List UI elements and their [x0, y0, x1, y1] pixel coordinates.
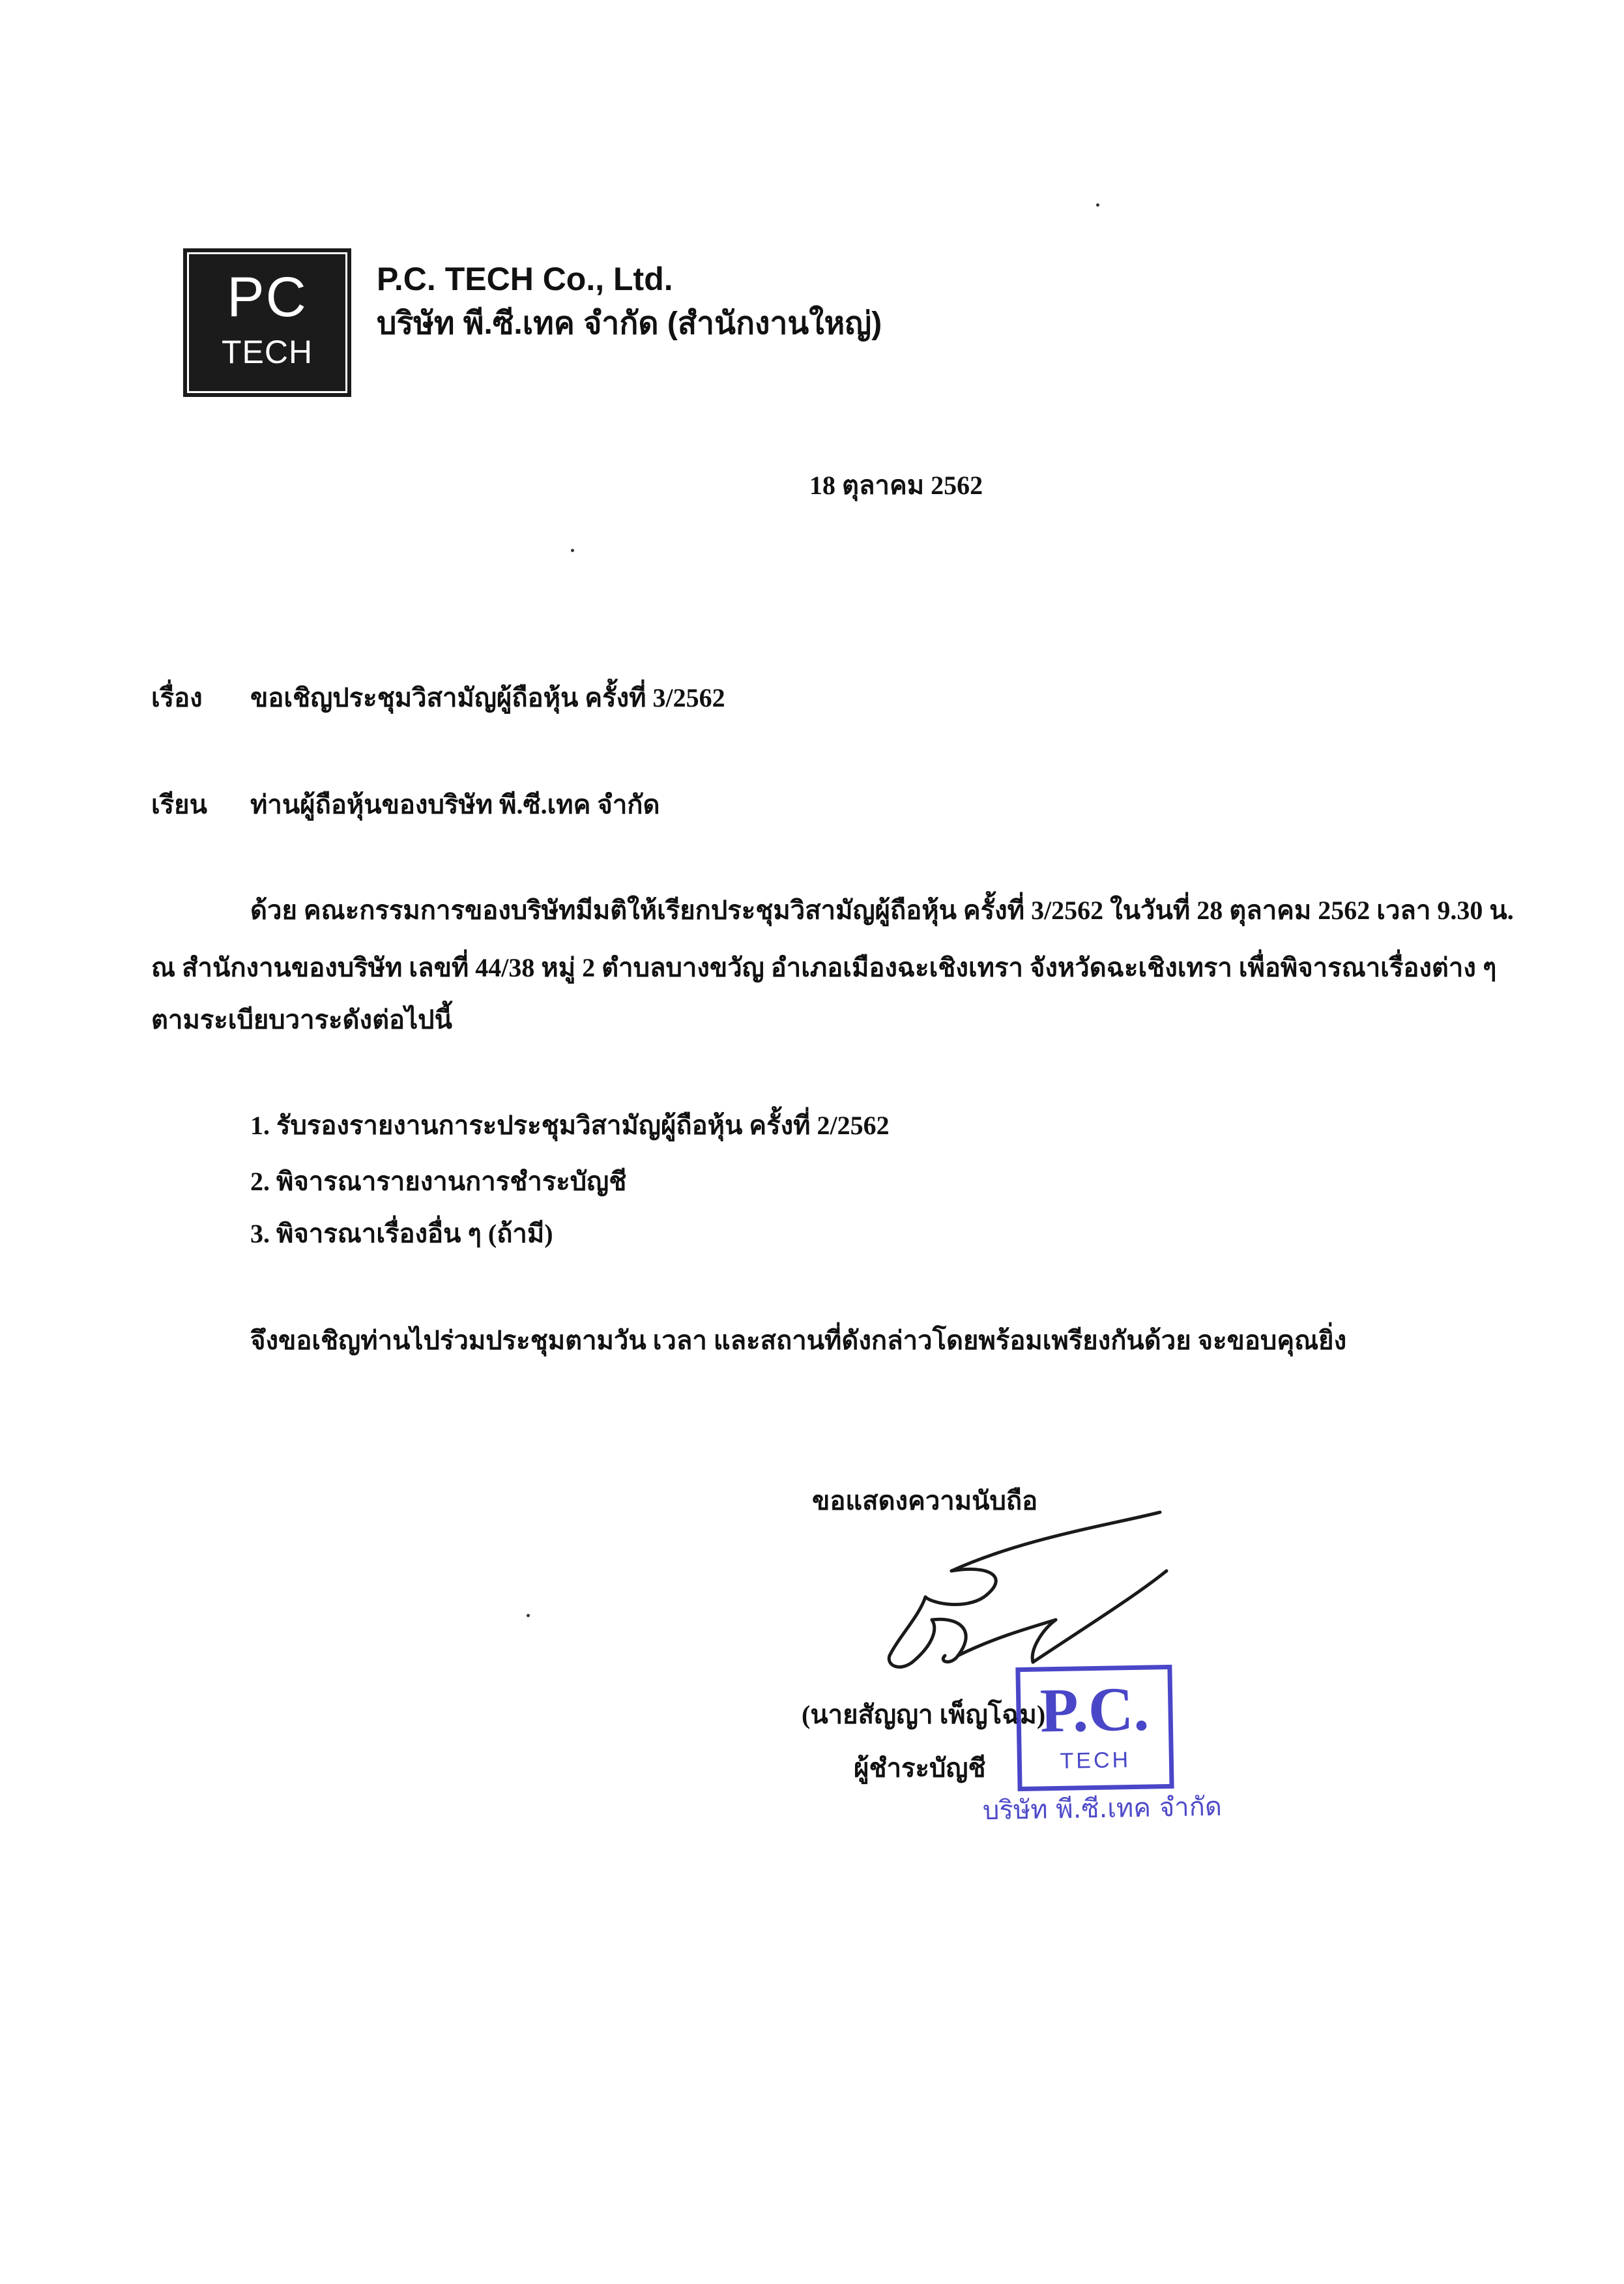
scan-speck [527, 1614, 530, 1617]
company-stamp [1015, 1665, 1174, 1791]
company-name-thai: บริษัท พี.ซี.เทค จำกัด (สำนักงานใหญ่) [377, 306, 882, 341]
company-name-english: P.C. TECH Co., Ltd. [377, 261, 673, 297]
letter-date: 18 ตุลาคม 2562 [809, 471, 983, 500]
agenda-item: 2. พิจารณารายงานการชำระบัญชี [250, 1167, 627, 1196]
company-logo [189, 254, 345, 391]
logo-pc-text: PC [227, 266, 308, 329]
addressee-text: ท่านผู้ถือหุ้นของบริษัท พี.ซี.เทค จำกัด [250, 790, 660, 819]
subject-label: เรื่อง [151, 683, 203, 712]
subject-text: ขอเชิญประชุมวิสามัญผู้ถือหุ้น ครั้งที่ 3/2562 [250, 683, 725, 712]
regards-text: ขอแสดงความนับถือ [812, 1486, 1038, 1515]
closing-sentence: จึงขอเชิญท่านไปร่วมประชุมตามวัน เวลา และสถานที่ดังกล่าวโดยพร้อมเพรียงกันด้วย จะขอบคุณยิ่ง [250, 1326, 1347, 1355]
signer-name: (นายสัญญา เพ็ญโฉม) [802, 1700, 1046, 1729]
stamp-company-name: บริษัท พี.ซี.เทค จำกัด [982, 1791, 1223, 1826]
scan-speck [571, 549, 574, 552]
stamp-tech-text: TECH [1060, 1748, 1131, 1774]
stamp-pc-text: P.C. [1039, 1673, 1150, 1746]
signer-title: ผู้ชำระบัญชี [854, 1753, 986, 1783]
body-paragraph-line: ตามระเบียบวาระดังต่อไปนี้ [151, 1005, 452, 1034]
agenda-item: 3. พิจารณาเรื่องอื่น ๆ (ถ้ามี) [250, 1219, 553, 1248]
scan-speck [1096, 203, 1099, 207]
logo-tech-text: TECH [221, 334, 313, 370]
addressee-label: เรียน [151, 790, 207, 819]
body-paragraph-line: ด้วย คณะกรรมการของบริษัทมีมติให้เรียกประชุมวิสามัญผู้ถือหุ้น ครั้งที่ 3/2562 ในวันที่ 28 ตุลาคม 2562 เวลา 9.30 น. [250, 896, 1514, 925]
agenda-item: 1. รับรองรายงานการะประชุมวิสามัญผู้ถือหุ้น ครั้งที่ 2/2562 [250, 1111, 890, 1140]
body-paragraph-line: ณ สำนักงานของบริษัท เลขที่ 44/38 หมู่ 2 ตำบลบางขวัญ อำเภอเมืองฉะเชิงเทรา จังหวัดฉะเชิงเทรา เพื่อพิจารณาเรื่องต่าง ๆ [151, 953, 1497, 982]
